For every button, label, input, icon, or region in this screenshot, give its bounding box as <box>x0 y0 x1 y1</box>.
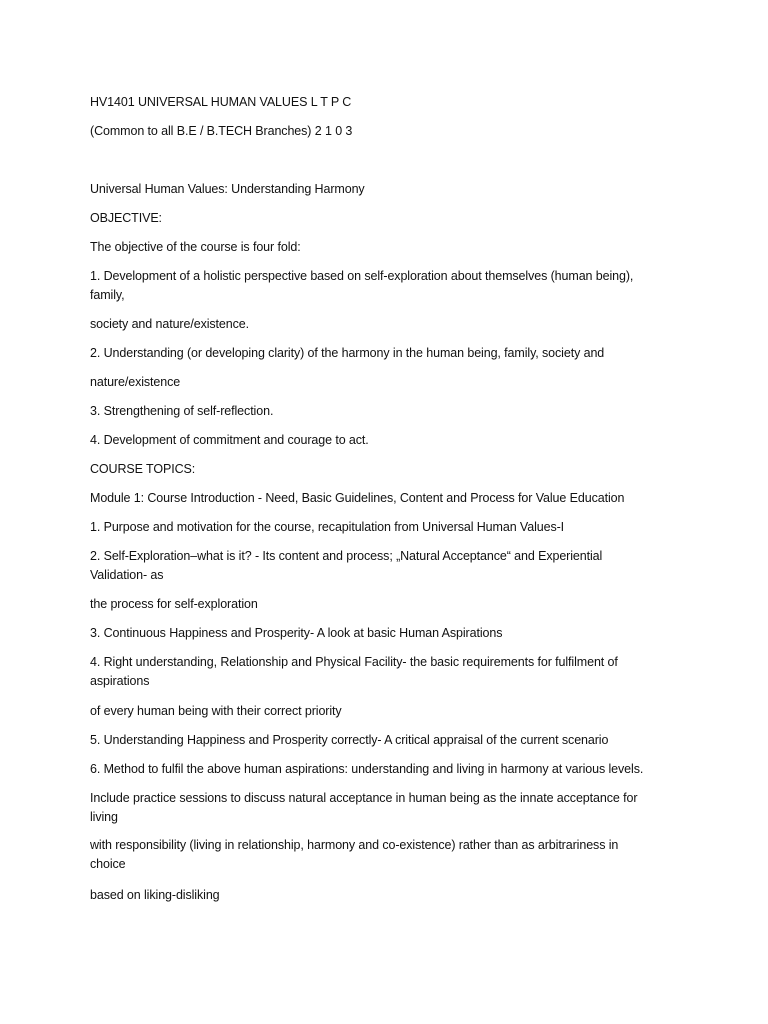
objective-item-2-cont: nature/existence <box>90 375 181 389</box>
module-1-item-4: 4. Right understanding, Relationship and Physical Facility- the basic requirements for fulfilment of aspirations <box>90 655 618 688</box>
module-1-item-4-cont: of every human being with their correct priority <box>90 704 342 718</box>
module-1-item-2: 2. Self-Exploration–what is it? - Its content and process; „Natural Acceptance“ and Experiential Validation- as <box>90 549 603 582</box>
module-1-title: Module 1: Course Introduction - Need, Basic Guidelines, Content and Process for Value Education <box>90 491 625 505</box>
objective-item-1-cont: society and nature/existence. <box>90 317 250 331</box>
objective-heading: OBJECTIVE: <box>90 211 162 225</box>
course-topics-heading: COURSE TOPICS: <box>90 462 196 476</box>
common-branches-line: (Common to all B.E / B.TECH Branches) 2 1 0 3 <box>90 124 353 138</box>
course-code-line: HV1401 UNIVERSAL HUMAN VALUES L T P C <box>90 95 352 109</box>
module-1-practice-note-end: based on liking-disliking <box>90 888 220 902</box>
module-1-item-5: 5. Understanding Happiness and Prosperity correctly- A critical appraisal of the current scenario <box>90 733 609 747</box>
objective-item-3: 3. Strengthening of self-reflection. <box>90 404 274 418</box>
module-1-item-1: 1. Purpose and motivation for the course, recapitulation from Universal Human Values-I <box>90 520 565 534</box>
document-subtitle: Universal Human Values: Understanding Harmony <box>90 182 365 196</box>
module-1-practice-note: Include practice sessions to discuss natural acceptance in human being as the innate acceptance for living <box>90 791 638 824</box>
objective-item-4: 4. Development of commitment and courage to act. <box>90 433 369 447</box>
module-1-practice-note-cont: with responsibility (living in relationship, harmony and co-existence) rather than as arbitrariness in choice <box>90 838 619 871</box>
objective-item-2: 2. Understanding (or developing clarity) of the harmony in the human being, family, society and <box>90 346 605 360</box>
module-1-item-3: 3. Continuous Happiness and Prosperity- A look at basic Human Aspirations <box>90 626 503 640</box>
objective-intro: The objective of the course is four fold: <box>90 240 301 254</box>
module-1-item-2-cont: the process for self-exploration <box>90 597 258 611</box>
objective-item-1: 1. Development of a holistic perspective based on self-exploration about themselves (human being), family, <box>90 269 634 302</box>
module-1-item-6: 6. Method to fulfil the above human aspirations: understanding and living in harmony at various levels. <box>90 762 644 776</box>
